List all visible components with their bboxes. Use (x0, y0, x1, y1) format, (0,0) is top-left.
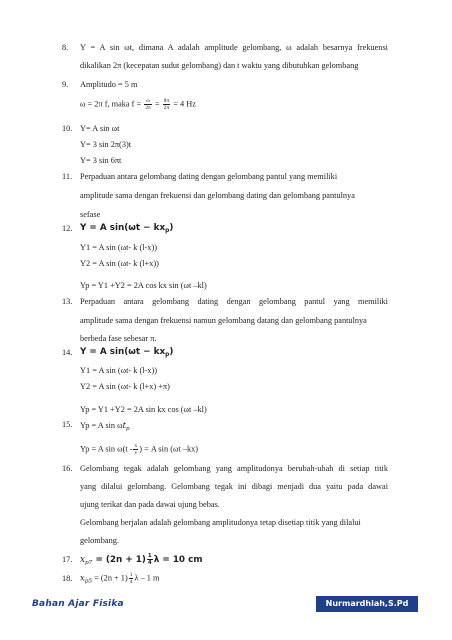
item-12-line-3: Yp = Y1 +Y2 = 2A cos kx sin (ωt –kl) (80, 281, 207, 290)
equation-text: ) (169, 347, 174, 357)
fraction (133, 443, 138, 456)
subscript: p5 (84, 578, 93, 585)
subscript: p (125, 426, 130, 432)
item-number: 18. (62, 574, 73, 583)
subscript: p (165, 228, 170, 234)
item-14-line-3: Yp = Y1 +Y2 = 2A sin kx cos (ωt –kl) (80, 405, 207, 414)
equation-text: λ = 10 cm (153, 555, 203, 565)
item-number: 13. (62, 297, 73, 306)
item-16-line-3: ujung terikat dan pada dawai ujung bebas. (80, 500, 220, 509)
item-14-equation (80, 347, 173, 360)
item-12-line-2: Y2 = A sin (ωt- k (l+x)) (80, 259, 159, 268)
denominator: 2π (163, 105, 170, 111)
item-10-line-2: Y= 3 sin 2π(3)t (80, 140, 132, 149)
numerator: 1 (129, 572, 133, 578)
equation-text: = (2n + 1) (92, 573, 128, 583)
fraction (163, 98, 171, 111)
subscript: p7 (84, 560, 93, 566)
item-14-line-1: Y1 = A sin (ωt- k (l-x)) (80, 366, 157, 375)
item-number: 16. (62, 464, 73, 473)
numerator: 8π (163, 98, 170, 104)
item-12-line-1: Y1 = A sin (ωt- k (l-x)) (80, 243, 157, 252)
item-10-line-1: Y= A sin ωt (80, 124, 120, 133)
equation-text: = (2n + 1) (92, 555, 146, 565)
denominator: 2π (145, 105, 151, 111)
item-8-line-1: Y = A sin ωt, dimana A adalah amplitude gelombang, ω adalah besarnya frekuensi (80, 43, 388, 52)
formula-variable: t (122, 420, 126, 430)
formula-variable: x (80, 572, 85, 583)
item-13-line-3: berbeda fase sebesar π. (80, 334, 157, 343)
item-13-line-1: Perpaduan antara gelombang dating dengan gelombang pantul yang memiliki (80, 297, 388, 306)
item-number: 15. (62, 420, 73, 429)
equation-text: Y = A sin(ωt − kx (80, 347, 166, 357)
item-number: 14. (62, 348, 73, 357)
numerator: x (134, 443, 138, 449)
item-12-equation (80, 223, 173, 236)
formula-text: Yp = A sin ω (80, 421, 123, 430)
item-14-line-2: Y2 = A sin (ωt- k (l+x) +π) (80, 382, 170, 391)
fraction (144, 98, 152, 111)
denominator: 4 (147, 560, 152, 566)
numerator: 1 (147, 553, 152, 559)
footer-title: Bahan Ajar Fisika (32, 599, 124, 609)
item-9-formula (80, 98, 196, 111)
equation-text: λ – 1 m (134, 573, 160, 583)
formula-text: Yp = A sin ω(t - (80, 444, 133, 454)
numerator: ω (146, 98, 150, 104)
fraction (147, 553, 153, 566)
item-16-line-1: Gelombang tegak adalah gelombang yang amplitudonya berubah-ubah di setiap titik (80, 464, 388, 473)
footer-author-badge: Nurmardhiah,S.Pd (316, 596, 418, 612)
item-10-line-3: Y= 3 sin 6πt (80, 156, 122, 165)
item-number: 9. (62, 80, 69, 89)
item-8-line-2: dikalikan 2π (kecepatan sudut gelombang) dan t waktu yang dibutuhkan gelombang (80, 61, 359, 70)
item-16-line-2: yang dilalui gelombang. Gelombang tegak ini dibagi menjadi dua yaitu pada dawai (80, 482, 388, 491)
item-13-line-2: amplitude sama dengan frekuensi namun gelombang datang dan gelombang pantulnya (80, 316, 367, 325)
equals-sign: = (154, 99, 160, 109)
denominator: 4 (129, 579, 133, 585)
formula-text: ω = 2π f, maka f = (80, 99, 142, 109)
item-number: 8. (62, 43, 69, 52)
item-17-equation (80, 553, 203, 568)
subscript: p (165, 352, 170, 358)
item-11-line-1: Perpaduan antara gelombang dating dengan gelombang pantul yang memiliki (80, 172, 338, 181)
item-11-line-2: amplitude sama dengan frekuensi dan gelombang dating dan gelombang pantulnya (80, 191, 355, 200)
formula-text: ) = A sin (ωt –kx) (139, 444, 199, 454)
item-15-line-2 (80, 443, 198, 456)
item-16-line-5: gelombang. (80, 536, 119, 545)
formula-text: = 4 Hz (173, 99, 196, 109)
item-number: 11. (62, 172, 73, 181)
item-number: 12. (62, 224, 73, 233)
item-11-line-3: sefase (80, 210, 101, 219)
item-16-line-4: Gelombang berjalan adalah gelombang amplitudonya tetap disetiap titik yang dilalui (80, 518, 361, 527)
item-9-line-1: Amplitudo = 5 m (80, 80, 138, 89)
fraction (129, 572, 134, 585)
item-number: 10. (62, 124, 73, 133)
denominator: v (134, 450, 138, 456)
item-15-line-1 (80, 420, 130, 434)
item-number: 17. (62, 555, 73, 564)
item-18-equation (80, 572, 159, 586)
formula-variable: x (80, 555, 85, 565)
equation-text: Y = A sin(ωt − kx (80, 223, 166, 233)
equation-text: ) (169, 223, 174, 233)
